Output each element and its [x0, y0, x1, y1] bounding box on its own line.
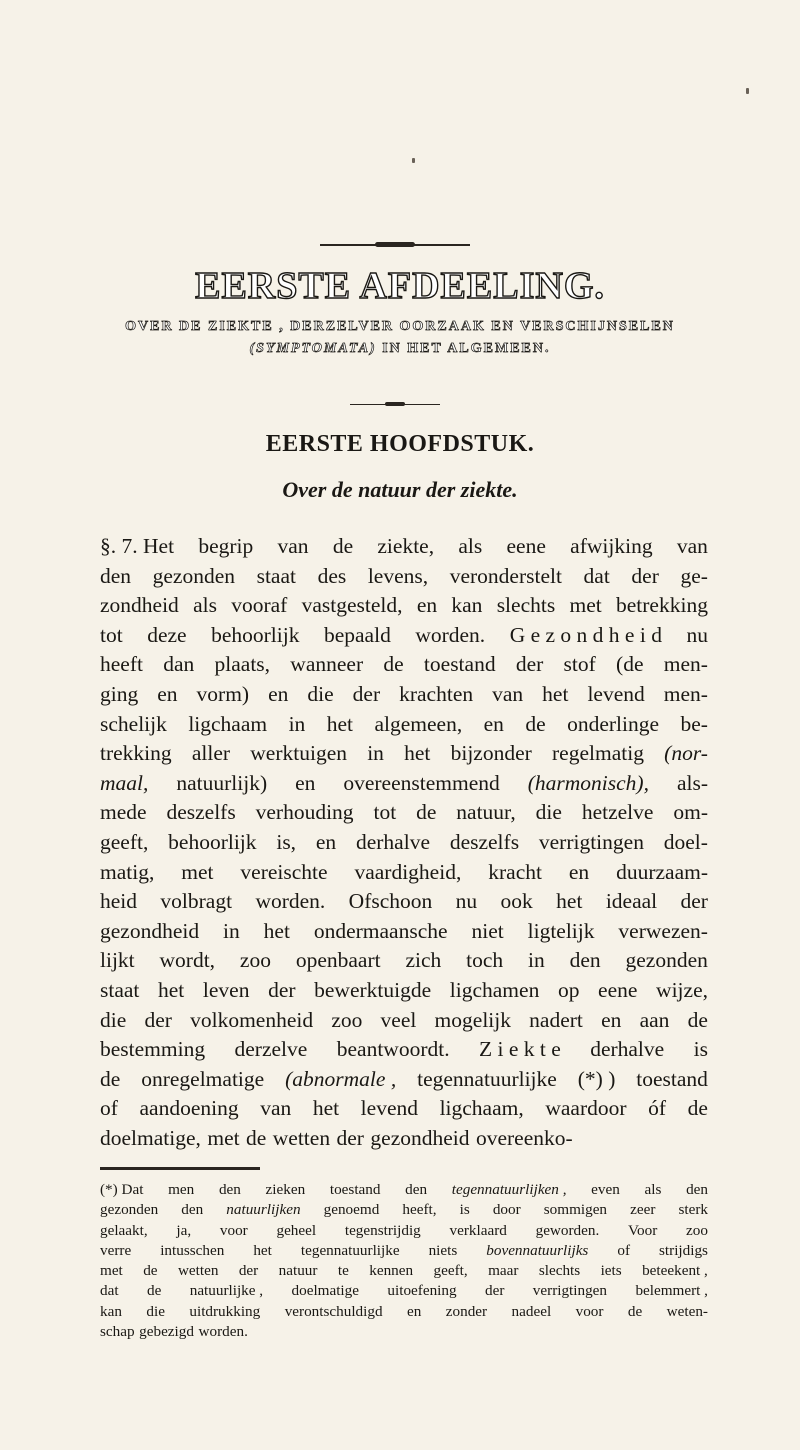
body-word: stof	[563, 652, 596, 677]
body-word: eene	[598, 977, 638, 1002]
footnote-word: doelmatige	[291, 1282, 359, 1300]
body-word: toestand	[423, 652, 496, 677]
body-word: vorm)	[196, 681, 250, 706]
footnote-text	[100, 1180, 708, 1342]
part-title: EERSTE AFDEELING.	[195, 265, 605, 307]
footnote-word: geheel	[276, 1221, 317, 1239]
body-word: tot	[373, 800, 397, 825]
body-word: deszelfs	[449, 829, 520, 854]
body-word: en	[315, 829, 337, 854]
body-word: wetten	[272, 1125, 331, 1150]
footnote-word: men	[168, 1181, 195, 1198]
body-word: (nor-	[664, 741, 708, 766]
footnote-word: verrigtingen	[532, 1282, 608, 1300]
footnote-word: natuurlijke ,	[189, 1282, 264, 1300]
footnote-line	[100, 1180, 708, 1200]
body-word: nadert	[529, 1007, 583, 1032]
body-word: regelmatig	[552, 741, 644, 766]
body-word: G e z o n d h e i d	[509, 622, 662, 647]
footnote-word: als	[644, 1181, 662, 1198]
body-word: der	[144, 1007, 172, 1032]
footnote-word: Voor	[628, 1221, 658, 1239]
body-word: van	[492, 681, 524, 706]
body-line	[100, 1065, 708, 1095]
body-word: be-	[680, 711, 708, 736]
body-word: het	[158, 977, 185, 1002]
footnote-word: den	[405, 1181, 428, 1198]
body-word: deszelfs	[166, 800, 236, 825]
body-word: volkomenheid	[190, 1007, 314, 1032]
footnote-word: sommigen	[543, 1201, 608, 1219]
footnote-word: verontschuldigd	[284, 1302, 383, 1320]
body-word: heeft	[100, 652, 143, 677]
body-word: schelijk	[100, 711, 167, 736]
footnote-word: voor	[219, 1221, 248, 1239]
body-word: ge-	[680, 563, 708, 588]
body-word: betrekking	[616, 593, 708, 618]
body-word: behoorlijk	[211, 622, 300, 647]
body-word: (abnormale ,	[285, 1066, 397, 1091]
body-word: wordt,	[159, 948, 216, 973]
footnote-word: kennen	[369, 1262, 414, 1280]
body-word: toestand	[636, 1066, 708, 1091]
footnote-word: ja,	[176, 1221, 192, 1239]
body-word: overeenko-	[475, 1125, 573, 1150]
body-word: het	[404, 741, 431, 766]
body-word: natuur,	[456, 800, 516, 825]
body-word: (*) )	[577, 1066, 616, 1091]
footnote-line	[100, 1200, 708, 1220]
footnote-word: door	[492, 1201, 521, 1219]
body-word: bewerktuigde	[314, 977, 432, 1002]
body-line	[100, 828, 708, 858]
body-word: verhouding	[255, 800, 354, 825]
footnote-word: strijdigs	[659, 1241, 708, 1259]
body-word: staat	[100, 977, 140, 1002]
body-word: lijkt	[100, 948, 135, 973]
body-word: Ofschoon	[348, 889, 433, 914]
footnote-word: slechts	[538, 1262, 581, 1280]
footnote-word: der	[238, 1262, 259, 1280]
body-line	[100, 1035, 708, 1065]
body-word: ging	[100, 681, 139, 706]
footnote-word: en	[406, 1302, 422, 1320]
body-word: de	[416, 800, 437, 825]
body-word: aller	[191, 741, 231, 766]
body-word: in	[288, 711, 306, 736]
body-word: verwezen-	[618, 918, 708, 943]
body-word: of	[100, 1096, 118, 1121]
body-word: des	[317, 563, 347, 588]
body-word: is	[693, 1037, 708, 1062]
body-word: bijzonder	[450, 741, 532, 766]
body-word: plaats,	[214, 652, 271, 677]
body-word: deze	[147, 622, 187, 647]
footnote-word: uitoefening	[387, 1282, 457, 1300]
footnote-word: nadeel	[511, 1302, 552, 1320]
body-line	[100, 650, 708, 680]
footnote-word: heeft,	[402, 1201, 437, 1219]
footnote-word: den	[181, 1201, 204, 1219]
body-word: in	[223, 918, 240, 943]
footnote-word: niets	[428, 1241, 458, 1259]
body-word: begrip	[198, 534, 254, 558]
body-word: slechts	[496, 593, 556, 618]
body-word: onderlinge	[567, 711, 660, 736]
footnote-word: zonder	[445, 1302, 488, 1320]
footnote-word: tegenstrijdig	[344, 1221, 421, 1239]
body-word: beantwoordt.	[336, 1037, 450, 1062]
body-word: maal,	[100, 770, 149, 795]
footnote-word: uitdrukking	[189, 1302, 261, 1320]
body-word: veronderstelt	[449, 563, 562, 588]
body-word: het	[556, 889, 583, 914]
footnote-word: iets	[600, 1262, 622, 1280]
body-word: leven	[202, 977, 250, 1002]
footnote-word: bovennatuurlijks	[486, 1241, 589, 1259]
footnote-rule	[100, 1167, 260, 1170]
footnote-word: tegennatuurlijke	[300, 1241, 400, 1259]
body-line	[100, 917, 708, 947]
footnote-word: gelaakt,	[100, 1221, 148, 1239]
body-line	[100, 621, 708, 651]
body-word: worden.	[255, 889, 326, 914]
body-word: en	[295, 770, 316, 795]
footnote-word: toestand	[329, 1181, 381, 1198]
body-word: ligtelijk	[527, 918, 595, 943]
body-word: trekking	[100, 741, 172, 766]
footnote-word: weten-	[666, 1302, 708, 1320]
footnote-word: geeft,	[433, 1262, 468, 1280]
body-word: vereischte	[240, 859, 328, 884]
body-word: gezondheid	[100, 918, 200, 943]
body-word: werktuigen	[250, 741, 347, 766]
body-word: derhalve	[355, 829, 430, 854]
body-word: levend	[360, 1096, 418, 1121]
body-word: de	[100, 1066, 121, 1091]
body-word: dat	[583, 563, 610, 588]
body-word: van	[676, 534, 708, 558]
ornamental-rule	[320, 244, 470, 246]
body-word: toch	[466, 948, 504, 973]
paper-speck	[746, 88, 749, 94]
body-word: der	[680, 889, 708, 914]
footnote-word: gebezigd	[139, 1323, 194, 1341]
body-word: op	[557, 977, 580, 1002]
body-word: verrigtingen	[538, 829, 644, 854]
footnote-word: tegennatuurlijken ,	[451, 1181, 567, 1198]
body-word: met	[207, 1125, 240, 1150]
body-word: der	[336, 1125, 364, 1150]
body-line	[100, 739, 708, 769]
body-word: ook	[500, 889, 533, 914]
body-word: is,	[276, 829, 297, 854]
body-line	[100, 591, 708, 621]
body-line	[100, 769, 708, 799]
footnote-line	[100, 1241, 708, 1261]
body-word: derhalve	[590, 1037, 665, 1062]
body-word: met	[569, 593, 602, 618]
body-word: zich	[405, 948, 442, 973]
body-word: gezonden	[152, 563, 236, 588]
body-word: veel	[380, 1007, 417, 1032]
body-line	[100, 710, 708, 740]
body-word: de	[687, 1007, 708, 1032]
body-word: §. 7. Het	[100, 534, 175, 558]
body-word: ligchaam,	[439, 1096, 524, 1121]
body-word: overeenstemmend	[343, 770, 500, 795]
body-line	[100, 532, 708, 562]
footnote-line	[100, 1302, 708, 1322]
body-word: waardoor	[545, 1096, 627, 1121]
footnote-word: natuurlijken	[226, 1201, 301, 1219]
body-line	[100, 946, 708, 976]
chapter-title: EERSTE HOOFDSTUK.	[265, 431, 535, 457]
body-word: die	[307, 681, 334, 706]
footnote-word: gezonden	[100, 1201, 159, 1219]
footnote-word: schap	[100, 1323, 135, 1341]
body-word: dan	[163, 652, 195, 677]
body-line	[100, 1094, 708, 1124]
footnote-word: die	[146, 1302, 165, 1320]
body-word: den	[569, 948, 601, 973]
footnote-line	[100, 1221, 708, 1241]
body-word: men-	[663, 652, 708, 677]
body-word: aan	[639, 1007, 670, 1032]
body-word: als	[193, 593, 217, 618]
body-word: van	[260, 1096, 292, 1121]
footnote-word: zoo	[686, 1221, 708, 1239]
body-line	[100, 976, 708, 1006]
body-word: doelmatige,	[100, 1125, 201, 1150]
body-word: (de	[616, 652, 644, 677]
body-word: der	[631, 563, 659, 588]
body-word: met	[181, 859, 214, 884]
footnote-word: zieken	[265, 1181, 306, 1198]
body-word: volbragt	[160, 889, 233, 914]
footnote-word: kan	[100, 1302, 122, 1320]
body-word: nu	[686, 622, 708, 647]
body-word: vooraf	[231, 593, 288, 618]
part-subtitle-line2	[0, 341, 800, 357]
body-word: kan	[451, 593, 483, 618]
footnote-word: verklaard	[449, 1221, 507, 1239]
body-word: en	[568, 859, 590, 884]
body-word: en	[268, 681, 289, 706]
footnote-word: is	[459, 1201, 470, 1219]
body-word: niet	[471, 918, 504, 943]
body-word: aandoening	[139, 1096, 239, 1121]
body-word: die	[100, 1007, 127, 1032]
body-word: ligchaam	[188, 711, 268, 736]
subtitle-rest: IN HET ALGEMEEN.	[382, 341, 551, 356]
footnote-word: der	[484, 1282, 505, 1300]
body-word: (harmonisch),	[527, 770, 649, 795]
footnote-word: de	[146, 1282, 162, 1300]
body-word: en	[483, 711, 504, 736]
body-word: krachten	[399, 681, 474, 706]
body-word: bestemming	[100, 1037, 206, 1062]
body-word: natuurlijk)	[176, 770, 268, 795]
footnote-word: voor	[575, 1302, 604, 1320]
body-word: hetzelve	[581, 800, 654, 825]
body-word: als-	[676, 770, 708, 795]
footnote-word: de	[627, 1302, 643, 1320]
body-line	[100, 858, 708, 888]
paper-speck	[412, 158, 415, 163]
body-word: ligchamen	[449, 977, 540, 1002]
body-line	[100, 887, 708, 917]
body-word: vastgesteld,	[301, 593, 403, 618]
body-word: de	[246, 1125, 267, 1150]
body-word: levens,	[367, 563, 429, 588]
footnote-word: worden.	[198, 1323, 248, 1341]
body-word: duurzaam-	[616, 859, 708, 884]
footnote-word: geworden.	[535, 1221, 600, 1239]
footnote-word: het	[253, 1241, 272, 1259]
footnote-word: (*) Dat	[100, 1181, 144, 1198]
body-word: derzelve	[234, 1037, 308, 1062]
body-word: tot	[100, 622, 123, 647]
body-word: wanneer	[290, 652, 364, 677]
body-word: nu	[455, 889, 478, 914]
body-word: het	[542, 681, 569, 706]
body-word: zoo	[331, 1007, 363, 1032]
footnote-word: te	[337, 1262, 349, 1280]
body-word: matig,	[100, 859, 155, 884]
footnote-word: de	[143, 1262, 158, 1280]
body-line	[100, 1006, 708, 1036]
footnote-word: maar	[488, 1262, 519, 1280]
body-word: het	[326, 711, 354, 736]
body-word: gezonden	[625, 948, 708, 973]
subtitle-italic: (SYMPTOMATA)	[249, 341, 377, 356]
body-word: de	[383, 652, 404, 677]
footnote-word: natuur	[278, 1262, 318, 1280]
body-word: bepaald	[323, 622, 391, 647]
body-word: het	[312, 1096, 340, 1121]
body-word: behoorlijk	[168, 829, 257, 854]
body-word: geeft,	[100, 829, 149, 854]
footnote-word: beteekent ,	[642, 1262, 708, 1280]
body-word: en	[601, 1007, 622, 1032]
body-word: ziekte,	[377, 534, 435, 558]
body-word: ondermaansche	[313, 918, 448, 943]
body-word: de	[332, 534, 354, 558]
footnote-word: verre	[100, 1241, 132, 1259]
body-line	[100, 562, 708, 592]
body-word: het	[263, 918, 290, 943]
body-word: der	[268, 977, 296, 1002]
body-word: die	[535, 800, 562, 825]
body-word: en	[157, 681, 178, 706]
body-line	[100, 798, 708, 828]
body-word: onregelmatige	[141, 1066, 265, 1091]
body-word: de	[525, 711, 546, 736]
body-word: mogelijk	[434, 1007, 511, 1032]
footnote-line	[100, 1261, 708, 1281]
body-word: gezondheid	[370, 1125, 470, 1150]
footnote-word: wetten	[177, 1262, 219, 1280]
body-word: zoo	[239, 948, 271, 973]
footnote-word: belemmert ,	[635, 1282, 708, 1300]
body-word: worden.	[415, 622, 486, 647]
footnote-word: even	[591, 1181, 620, 1198]
footnote-word: zeer	[630, 1201, 656, 1219]
footnote-word: dat	[100, 1282, 119, 1300]
body-word: ideaal	[605, 889, 658, 914]
body-word: wijze,	[656, 977, 708, 1002]
part-subtitle-line1: OVER DE ZIEKTE , DERZELVER OORZAAK EN VERSCHIJNSELEN	[125, 319, 675, 334]
body-word: Z i e k t e	[478, 1037, 561, 1062]
body-word: den	[100, 563, 132, 588]
body-word: afwijking	[570, 534, 653, 558]
body-word: levend	[587, 681, 645, 706]
body-line	[100, 680, 708, 710]
body-text	[100, 532, 708, 1153]
chapter-subtitle: Over de natuur der ziekte.	[282, 477, 518, 502]
body-word: óf	[648, 1096, 667, 1121]
body-word: als	[458, 534, 483, 558]
body-word: tegennatuurlijke	[417, 1066, 557, 1091]
body-word: staat	[256, 563, 296, 588]
body-word: vaardigheid,	[354, 859, 462, 884]
footnote-word: of	[617, 1241, 630, 1259]
body-word: in	[528, 948, 545, 973]
body-word: men-	[663, 681, 708, 706]
body-word: de	[687, 1096, 708, 1121]
body-word: doel-	[663, 829, 708, 854]
body-word: eene	[506, 534, 546, 558]
ornamental-rule	[350, 404, 440, 405]
body-line	[100, 1124, 708, 1154]
footnote-word: genoemd	[323, 1201, 380, 1219]
body-word: zondheid	[100, 593, 179, 618]
body-word: van	[277, 534, 309, 558]
body-word: heid	[100, 889, 138, 914]
footnote-word: den	[686, 1181, 708, 1198]
body-word: in	[367, 741, 384, 766]
body-word: openbaart	[295, 948, 381, 973]
footnote-word: den	[218, 1181, 241, 1198]
body-word: der	[352, 681, 381, 706]
footnote-line	[100, 1322, 708, 1342]
body-word: om-	[673, 800, 708, 825]
footnote-line	[100, 1281, 708, 1301]
footnote-word: intusschen	[160, 1241, 225, 1259]
footnote-word: sterk	[678, 1201, 708, 1219]
body-word: kracht	[488, 859, 542, 884]
body-word: mede	[100, 800, 147, 825]
footnote-word: met	[100, 1262, 123, 1280]
body-word: en	[416, 593, 438, 618]
body-word: algemeen,	[374, 711, 463, 736]
body-word: der	[515, 652, 544, 677]
